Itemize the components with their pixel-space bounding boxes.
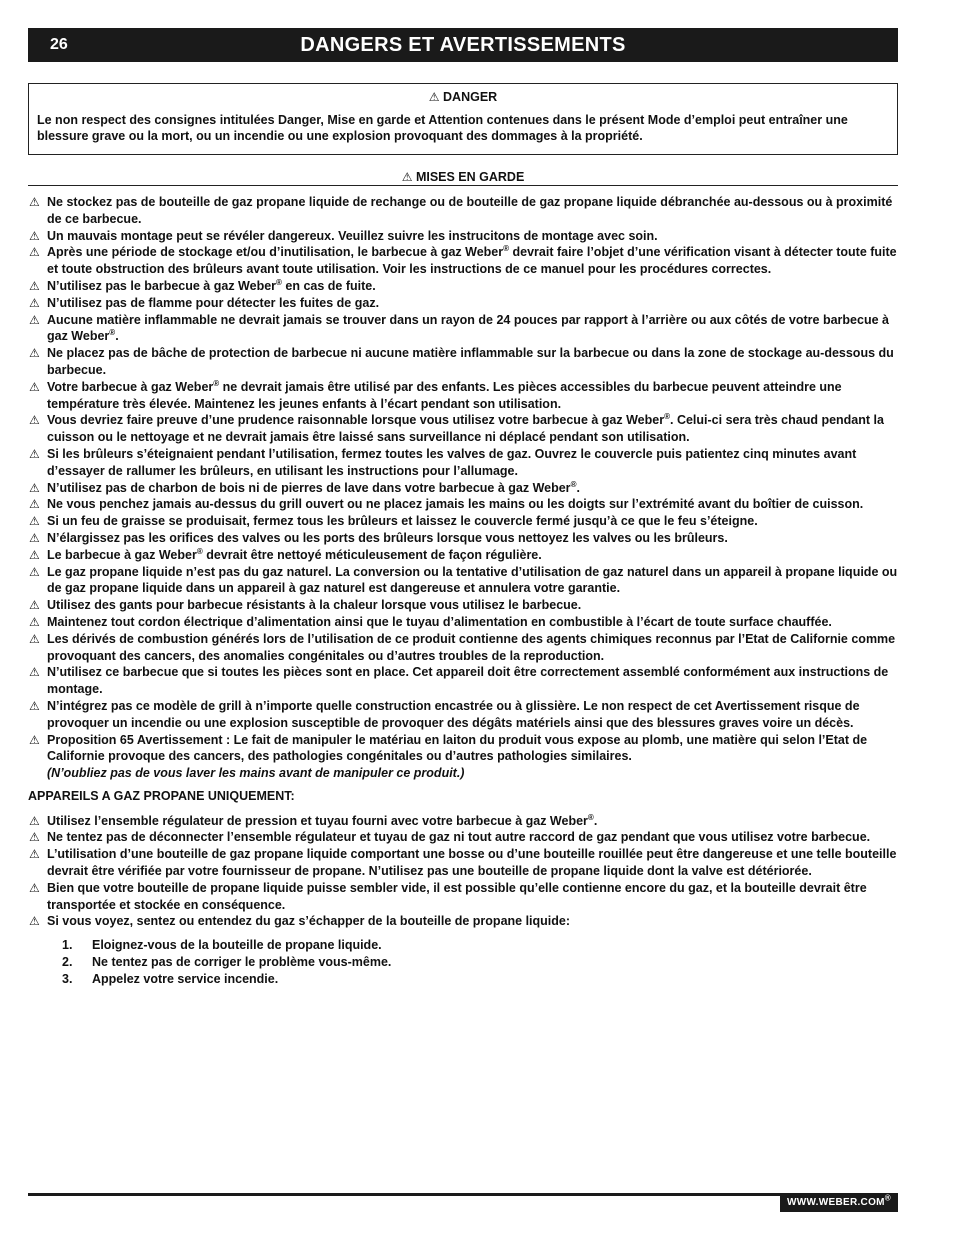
warning-triangle-icon: ⚠ — [29, 480, 40, 495]
warning-triangle-icon: ⚠ — [29, 665, 40, 680]
warnings-heading — [28, 170, 898, 185]
step-number: 1. — [62, 938, 73, 953]
warning-item — [28, 547, 898, 564]
warning-text: N’utilisez pas de flamme pour détecter les fuites de gaz. — [47, 295, 380, 310]
warning-text: Après une période de stockage et/ou d’inutilisation, le barbecue à gaz Weber — [47, 245, 504, 260]
warning-item — [28, 345, 898, 379]
warning-text: Utilisez des gants pour barbecue résistants à la chaleur lorsque vous utilisez le barbecue. — [47, 598, 582, 613]
warning-triangle-icon: ⚠ — [29, 413, 40, 428]
warning-item — [28, 278, 898, 295]
warning-triangle-icon: ⚠ — [29, 312, 40, 327]
danger-heading-text: DANGER — [443, 90, 498, 104]
warning-text: Vous devriez faire preuve d’une prudence raisonnable lorsque vous utilisez votre barbecue à gaz Weber — [47, 413, 665, 428]
warning-item — [28, 846, 898, 880]
warning-triangle-icon: ⚠ — [29, 914, 40, 929]
warning-text: N’élargissez pas les orifices des valves ou les ports des brûleurs lorsque vous nettoyez les valves ou les brûleurs. — [47, 530, 728, 545]
danger-box — [28, 83, 898, 155]
warning-text-end: . — [115, 329, 119, 344]
warning-item — [28, 379, 898, 413]
warning-item — [28, 829, 898, 846]
warning-text: Maintenez tout cordon électrique d’alimentation ainsi que le tuyau d’alimentation en combustible à l’écart de toute surface chauffée. — [47, 614, 832, 629]
warning-triangle-icon: ⚠ — [29, 598, 40, 613]
warning-triangle-icon: ⚠ — [29, 880, 40, 895]
warning-item — [28, 244, 898, 278]
warning-item — [28, 312, 898, 346]
warning-triangle-icon: ⚠ — [428, 90, 440, 104]
step-number: 3. — [62, 971, 73, 986]
warning-text-end: devrait être nettoyé méticuleusement de façon régulière. — [202, 547, 542, 562]
registered-mark: ® — [664, 412, 670, 422]
warning-text: Si un feu de graisse se produisait, fermez tous les brûleurs et laissez le couvercle fermé jusqu’à ce que le feu s’éteigne. — [47, 514, 758, 529]
warning-text-end: devrait faire l’objet d’une vérification visant à détecter toute fuite et toute obstruction des brûleurs avant toute utilisation. Voir les instructions de ce manuel pour les procédures correctes. — [47, 245, 897, 277]
warning-item — [28, 614, 898, 631]
warning-text: Les dérivés de combustion générés lors de l’utilisation de ce produit contienne des agents chimiques reconnus par l’Etat de Californie comme provoquant des cancers, des anomalies congénitales ou d’autres troubles de la reproduction. — [47, 631, 896, 663]
warning-item — [28, 597, 898, 614]
warning-triangle-icon: ⚠ — [29, 530, 40, 545]
warning-triangle-icon: ⚠ — [29, 497, 40, 512]
page-header — [28, 28, 898, 62]
registered-mark: ® — [570, 479, 577, 489]
warning-text-end: . Celui-ci sera très chaud pendant la cuisson ou le nettoyage et ne devrait jamais être laissé sans surveillance ni déplacé pendant son utilisation. — [47, 413, 884, 445]
registered-mark: ® — [213, 378, 220, 388]
registered-mark: ® — [884, 1193, 891, 1203]
warning-text: Aucune matière inflammable ne devrait jamais se trouver dans un rayon de 24 pouces par rapport à l’arrière ou aux côtés de votre barbecue à gaz Weber — [47, 312, 889, 344]
warning-text: Un mauvais montage peut se révéler dangereux. Veuillez suivre les instrucitons de montage avec soin. — [47, 228, 658, 243]
step-item — [28, 971, 898, 988]
warning-item — [28, 564, 898, 598]
warning-item — [28, 880, 898, 914]
warning-item — [28, 513, 898, 530]
warnings-heading-text: MISES EN GARDE — [415, 170, 525, 184]
warning-triangle-icon: ⚠ — [29, 547, 40, 562]
warning-text: Le gaz propane liquide n’est pas du gaz naturel. La conversion ou la tentative d’utilisation de gaz naturel dans un appareil à propane liquide ou de gaz propane liquide dans un appareil à gaz naturel est dangereuse et annulera votre garantie. — [47, 564, 898, 596]
registered-mark: ® — [109, 328, 116, 338]
warning-text-end: . — [576, 480, 580, 495]
registered-mark: ® — [276, 277, 282, 287]
warning-text: Si les brûleurs s’éteignaient pendant l’utilisation, fermez toutes les valves de gaz. Ouvrez le couvercle puis patientez cinq minutes avant d’essayer de rallumer les brûleurs, en utilisant les instructions pour l’allumage. — [47, 446, 857, 478]
warning-triangle-icon: ⚠ — [29, 631, 40, 646]
step-item — [28, 954, 898, 971]
warning-item — [28, 664, 898, 698]
footer-divider — [28, 1193, 898, 1196]
warning-triangle-icon: ⚠ — [29, 228, 40, 243]
warning-triangle-icon: ⚠ — [29, 564, 40, 579]
danger-heading — [37, 90, 889, 105]
warning-triangle-icon: ⚠ — [29, 732, 40, 747]
step-text: Appelez votre service incendie. — [92, 971, 279, 986]
warning-triangle-icon: ⚠ — [29, 245, 40, 260]
warning-text: Proposition 65 Avertissement : Le fait de manipuler le matériau en laiton du produit vous expose au plomb, une matière qui selon l’Etat de Californie provoque des cancers, des pathologies congénitales ou d’autres pathologies similaires. — [47, 732, 868, 764]
footer-website — [780, 1194, 898, 1212]
propane-warnings-list — [28, 813, 898, 931]
page-number: 26 — [50, 36, 68, 53]
step-item — [28, 937, 898, 954]
warning-triangle-icon: ⚠ — [29, 514, 40, 529]
warning-triangle-icon: ⚠ — [29, 698, 40, 713]
warning-item — [28, 446, 898, 480]
warning-text: Ne placez pas de bâche de protection de barbecue ni aucune matière inflammable sur la barbecue ou dans la zone de stockage au-dessous du barbecue. — [47, 346, 894, 377]
propane-heading: APPAREILS A GAZ PROPANE UNIQUEMENT: — [28, 788, 295, 803]
warning-item — [28, 813, 898, 830]
warning-item — [28, 732, 898, 782]
registered-mark: ® — [196, 546, 203, 556]
warning-text: N’utilisez pas le barbecue à gaz Weber — [47, 278, 277, 293]
warning-item — [28, 496, 898, 513]
registered-mark: ® — [587, 812, 594, 822]
warning-item — [28, 412, 898, 446]
warning-text: N’intégrez pas ce modèle de grill à n’importe quelle construction encastrée ou à glissière. Le non respect de cet Avertissement risque de provoquer un incendie ou une explosion susceptible de provoquer des dégâts matériels ainsi que des blessures graves voire un décès. — [47, 698, 860, 730]
registered-mark: ® — [503, 244, 510, 254]
warning-item — [28, 228, 898, 245]
warning-triangle-icon: ⚠ — [29, 295, 40, 310]
warning-triangle-icon: ⚠ — [29, 278, 40, 293]
warning-text: N’utilisez ce barbecue que si toutes les pièces sont en place. Cet appareil doit être correctement assemblé conformément aux instructions de montage. — [47, 665, 889, 697]
warning-text: Utilisez l’ensemble régulateur de pression et tuyau fourni avec votre barbecue à gaz Weber — [47, 813, 588, 828]
warning-item — [28, 194, 898, 228]
warning-text: N’utilisez pas de charbon de bois ni de pierres de lave dans votre barbecue à gaz Weber — [47, 480, 571, 495]
footer-site-text: WWW.WEBER.COM — [787, 1197, 885, 1208]
warning-item — [28, 631, 898, 665]
warning-text: Le barbecue à gaz Weber — [47, 547, 197, 562]
warning-triangle-icon: ⚠ — [29, 379, 40, 394]
warning-text-end: . — [593, 813, 598, 828]
step-number: 2. — [62, 955, 73, 970]
warning-triangle-icon: ⚠ — [29, 813, 40, 828]
warning-triangle-icon: ⚠ — [29, 614, 40, 629]
warning-note: (N’oubliez pas de vous laver les mains avant de manipuler ce produit.) — [47, 766, 465, 781]
warning-text: Ne stockez pas de bouteille de gaz propane liquide de rechange ou de bouteille de gaz propane liquide débranchée au-dessous ou à proximité de ce barbecue. — [47, 195, 893, 226]
warnings-list — [28, 194, 898, 782]
warning-triangle-icon: ⚠ — [29, 446, 40, 461]
propane-steps-list — [28, 937, 898, 987]
content — [28, 194, 898, 988]
warning-text: Bien que votre bouteille de propane liquide puisse sembler vide, il est possible qu’elle contienne encore du gaz, et la bouteille devrait être transportée et stockée en conséquence. — [47, 880, 867, 912]
warning-text-end: ne devrait jamais être utilisé par des enfants. Les pièces accessibles du barbecue peuvent atteindre une température très élevée. Maintenez les jeunes enfants à l’écart pendant son utilisation. — [47, 379, 842, 411]
page-title: DANGERS ET AVERTISSEMENTS — [300, 34, 626, 56]
warning-triangle-icon: ⚠ — [401, 170, 413, 184]
step-text: Ne tentez pas de corriger le problème vous-même. — [92, 955, 392, 970]
warning-item — [28, 698, 898, 732]
warning-item — [28, 913, 898, 930]
warning-text: Si vous voyez, sentez ou entendez du gaz s’échapper de la bouteille de propane liquide: — [47, 914, 571, 929]
warning-text: Votre barbecue à gaz Weber — [47, 379, 214, 394]
warning-text: Ne tentez pas de déconnecter l’ensemble régulateur et tuyau de gaz ni tout autre raccord de gaz pendant que vous utilisez votre barbecue. — [47, 830, 871, 845]
warning-text-end: en cas de fuite. — [281, 278, 376, 293]
warning-triangle-icon: ⚠ — [29, 346, 40, 361]
warning-item — [28, 530, 898, 547]
warning-triangle-icon: ⚠ — [29, 195, 40, 209]
warning-triangle-icon: ⚠ — [29, 830, 40, 845]
warnings-divider — [28, 185, 898, 186]
warning-item — [28, 295, 898, 312]
warning-item — [28, 480, 898, 497]
warning-text: L’utilisation d’une bouteille de gaz propane liquide comportant une bosse ou d’une bouteille rouillée peut être dangereuse et une telle bouteille devrait être vérifiée par votre fournisseur de propane. N’utilisez pas une bouteille de propane liquide dont la valve est détériorée. — [47, 847, 897, 879]
warning-triangle-icon: ⚠ — [29, 847, 40, 862]
warning-text: Ne vous penchez jamais au-dessus du grill ouvert ou ne placez jamais les mains ou les doigts sur l’extrémité avant du boîtier de cuisson. — [47, 497, 864, 512]
danger-text: Le non respect des consignes intitulées Danger, Mise en garde et Attention contenues dans le présent Mode d’emploi peut entraîner une blessure grave ou la mort, ou un incendie ou une explosion provoquant des dommages à la propriété. — [37, 113, 848, 143]
step-text: Eloignez-vous de la bouteille de propane liquide. — [92, 938, 382, 953]
